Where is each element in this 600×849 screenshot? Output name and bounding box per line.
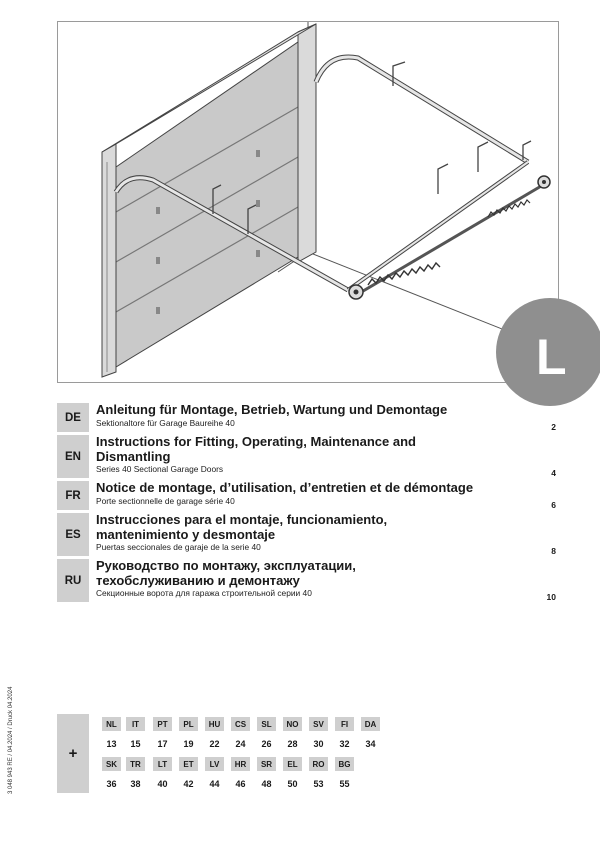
lang-code-cell: LT [153,757,172,771]
lang-code-cell: DA [361,717,380,731]
language-subtitle: Sektionaltore für Garage Baureihe 40 [96,417,235,428]
lang-page-cell: 26 [261,739,272,749]
lang-page-cell: 55 [339,779,350,789]
left-frame [102,144,116,377]
language-title: Anleitung für Montage, Betrieb, Wartung und Demontage [96,402,448,417]
lang-page-cell: 44 [209,779,220,789]
lang-page-cell: 17 [157,739,168,749]
language-code: EN [57,435,89,478]
lang-page-cell: 24 [235,739,246,749]
lang-code-cell: SV [309,717,328,731]
lang-code-cell: SL [257,717,276,731]
lang-page-cell: 40 [157,779,168,789]
language-row-fr [57,481,559,510]
plus-marker: + [57,714,89,793]
door-drawing [58,22,567,385]
language-subtitle: Porte sectionnelle de garage série 40 [96,495,235,506]
lang-page-cell: 46 [235,779,246,789]
lang-code-cell: PT [153,717,172,731]
language-subtitle: Puertas seccionales de garaje de la serie 40 [96,542,261,552]
lang-page-cell: 28 [287,739,298,749]
language-page-number: 8 [551,546,556,556]
torsion-spring-far [488,200,530,217]
lang-page-cell: 34 [365,739,376,749]
lang-page-cell: 50 [287,779,298,789]
lang-code-cell: IT [126,717,145,731]
language-code: FR [57,481,89,510]
lang-code-cell: TR [126,757,145,771]
language-title: Notice de montage, d’utilisation, d’entretien et de démontage [96,480,474,495]
lang-page-cell: 22 [209,739,220,749]
language-row-ru [57,559,559,602]
lang-code-cell: RO [309,757,328,771]
door-leaf [116,42,298,367]
lang-code-cell: SR [257,757,276,771]
language-page-number: 10 [546,592,556,602]
language-row-de [57,403,559,432]
language-subtitle: Series 40 Sectional Garage Doors [96,464,224,474]
lang-page-cell: 36 [106,779,117,789]
lang-code-cell: FI [335,717,354,731]
lang-page-cell: 38 [130,779,141,789]
lang-page-cell: 32 [339,739,350,749]
lang-code-cell: EL [283,757,302,771]
language-page-number: 2 [551,422,556,432]
lang-code-cell: BG [335,757,354,771]
lang-code-cell: NO [283,717,302,731]
language-code: RU [57,559,89,602]
lang-code-cell: SK [102,757,121,771]
section-badge-letter: L [536,329,567,385]
lang-code-cell: PL [179,717,198,731]
lang-page-cell: 13 [106,739,117,749]
right-frame [298,24,316,262]
document-code: 3 048 943 RE / 04.2024 / Druck 04.2024 [8,686,14,794]
lang-page-cell: 53 [313,779,324,789]
lang-code-cell: LV [205,757,224,771]
lang-page-cell: 19 [183,739,194,749]
lang-code-cell: NL [102,717,121,731]
lang-code-cell: HU [205,717,224,731]
language-page-number: 6 [551,500,556,510]
garage-door-illustration [57,21,567,385]
lang-page-cell: 48 [261,779,272,789]
lang-code-cell: ET [179,757,198,771]
language-title: Instrucciones para el montaje, funcionamiento, mantenimiento y desmontaje [96,512,388,542]
language-title: Руководство по монтажу, эксплуатации, техобслуживанию и демонтажу [96,558,356,588]
additional-languages [57,714,559,793]
language-row-en [57,435,559,478]
language-title: Instructions for Fitting, Operating, Maintenance and Dismantling [96,434,416,464]
lang-code-cell: CS [231,717,250,731]
language-code: DE [57,403,89,432]
language-page-number: 4 [551,468,556,478]
lang-page-cell: 42 [183,779,194,789]
lang-page-cell: 15 [130,739,141,749]
language-row-es [57,513,559,556]
language-index [57,403,559,605]
language-code: ES [57,513,89,556]
lang-code-cell: HR [231,757,250,771]
lang-page-cell: 30 [313,739,324,749]
language-subtitle: Секционные ворота для гаража строительной серии 40 [96,588,312,598]
